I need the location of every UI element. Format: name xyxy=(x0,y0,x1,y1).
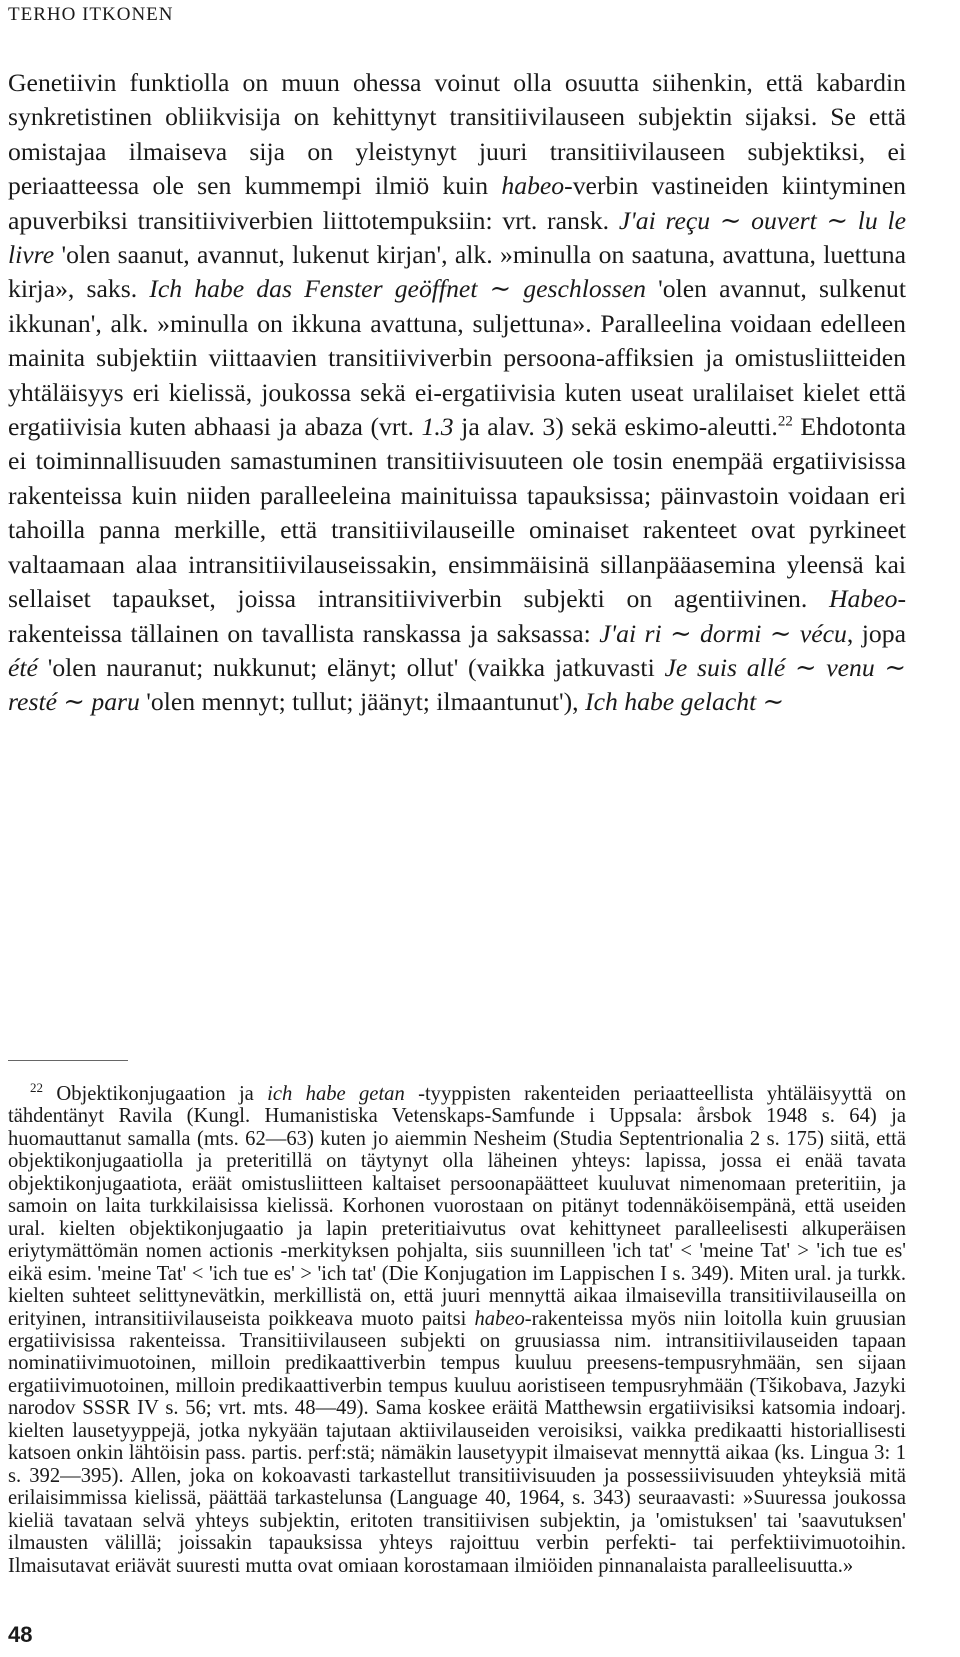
footnote-reference[interactable]: 22 xyxy=(777,413,793,430)
italic-example: Ich habe gelacht ∼ xyxy=(585,687,785,717)
italic-example: été xyxy=(8,652,38,682)
text-run: 'olen avannut, sulkenut ikkunan', alk. »minulla on ikkuna avattuna, suljettuna». Paralleelina voidaan edelleen mainita subjektiin viittaavien transitiiviverbin persoona-affiksien ja omistusliitteiden yhtäläisyys eri kielissä, joukossa sekä ei-ergatiivisia kuten useat uralilaiset kielet että ergatiivisia kuten abhaasi ja abaza (vrt. xyxy=(8,274,907,442)
text-run: Objektikonjugaation ja xyxy=(43,1083,268,1105)
paragraph xyxy=(8,66,906,720)
italic-example: ich habe getan xyxy=(267,1083,405,1105)
text-run: -tyyppisten rakenteiden periaatteellista yhtäläisyyttä on tähdentänyt Ravila (Kungl. Humanistiska Vetenskaps-Samfunde i Uppsala: årsbok 1948 s. 64) ja huomauttanut samalla (mts. 62—63) kuten jo aiemmin Nesheim (Studia Septentrionalia 2 s. 175) siitä, että objektikonjugaatiolla ja preteritillä on täytynyt olla läheinen yhteys: lapissa, jossa ei enää tavata objektikonjugaatiota, eräät omistusliitteen kaltaiset persoonapäätteet kuuluvat nimenomaan preteritiin, ja samoin on laita turkkilaisissa kielissä. Korhonen vuorostaan on pitänyt todennäköisempänä, että useiden ural. kielten objektikonjugaatio ja lapin preteritiaivutus ovat kehittyneet paralleelisesti alkuperäisen eriytymättömän nomen actionis -merkityksen pohjalta, siis suunnilleen 'ich tat' < 'meine Tat' > 'ich tue es' eikä esim. 'meine Tat' < 'ich tue es' > 'ich tat' (Die Konjugation im Lappischen I s. 349). Miten ural. ja turkk. kielten suhteet selittynevätkin, merkillistä on, että juuri mennyttä aikaa ilmaisevilla transitiivilauseilla on erityinen, intransitiivilauseista poikkeava muoto paitsi xyxy=(8,1083,907,1330)
text-run: 'olen mennyt; tullut; jäänyt; ilmaantunut'), xyxy=(139,687,586,717)
italic-example: Je suis allé ∼ venu ∼ resté ∼ paru xyxy=(8,652,906,717)
italic-example: J'ai reçu ∼ ouvert ∼ lu le livre xyxy=(8,205,906,270)
page-number: 48 xyxy=(8,1622,33,1647)
running-head: TERHO ITKONEN xyxy=(8,4,174,25)
italic-example: J'ai ri ∼ dormi ∼ vécu xyxy=(599,618,847,648)
footnote-number: 22 xyxy=(30,1080,43,1096)
main-paragraph xyxy=(8,66,906,720)
italic-reference: 1.3 xyxy=(421,412,454,442)
italic-term: Habeo xyxy=(828,584,898,614)
text-run: -verbin vastineiden kiintyminen apuverbiksi transitiiviverbien liittotempuksiin: vrt. ransk. xyxy=(8,171,907,235)
text-run: -rakenteissa myös niin loitolla kuin gruusian ergatiivisissa rakenteissa. Transitiivilauseen subjekti on gruusiassa nim. intransitiivilauseiden tapaan nominatiivimuotoinen, milloin predikaattiverbin tempus kuuluu preesens-tempusryhmään, sen sijaan ergatiivimuotoinen, milloin predikaattiverbin tempus kuuluu aoristiseen tempusryhmään (Tšikobava, Jazyki narodov SSSR IV s. 56; vrt. mts. 48—49). Sama koskee eräitä Matthewsin ergatiivisiksi katsomia indoarj. kielten lausetyyppejä, jotka nykyään tajutaan aktiivilauseiden veroisiksi, vaikka predikaatti historiallisesti katsoen onkin lähtöisin pass. partis. perf:stä; nämäkin lausetyypit ilmaisevat mennyttä aikaa (ks. Lingua 3: 1 s. 392—395). Allen, joka on kokoavasti tarkastellut transitiivisuuden ja possessiivisuuden yhteyksiä mitä erilaisimmissa kielissä, päättää tarkastelunsa (Language 40, 1964, s. 343) seuraavasti: »Suuressa joukossa kieliä tavataan selvä yhteys subjektin, eritoten transitiivisen subjektin, ja 'omistuksen' tai 'saavutuksen' ilmausten välillä; joissakin tapauksissa yhteys rajoittuu verbin perfekti- tai perfektiivimuotoihin. Ilmaisutavat eriävät suuresti mutta ovat omiaan korostamaan ilmiöiden pinnanalaista paralleelisuutta.» xyxy=(8,1307,906,1577)
text-run: -rakenteissa tällainen on tavallista ranskassa ja saksassa: xyxy=(8,584,906,648)
footnote-divider xyxy=(8,1060,128,1061)
text-run: ja alav. 3) sekä eskimo-aleutti. xyxy=(453,412,778,442)
footnote xyxy=(8,1080,907,1577)
text-run: Ehdotonta ei toiminnallisuuden samastuminen transitiivisuuteen ole tosin enempää ergatiivisissa rakenteissa kuin niiden paralleeleina mainituissa tapauksissa; päinvastoin voidaan eri tahoilla panna merkille, että transitiivilauseille ominaiset rakenteet ovat pyrkineet valtaamaan alaa intransitiivilauseissakin, ensimmäisinä sillanpääasemina yleensä kai sellaiset tapaukset, joissa intransitiiviverbin subjekti on agentiivinen. xyxy=(8,412,906,614)
italic-term: habeo xyxy=(474,1307,525,1330)
italic-term: habeo xyxy=(501,171,565,201)
footnote-paragraph xyxy=(8,1080,907,1577)
text-run: Genetiivin funktiolla on muun ohessa voinut olla osuutta siihenkin, että kabardin synkretistinen obliikvisija on kehittynyt transitiivilauseen subjektin sijaksi. Se että omistajaa ilmaiseva sija on yleistynyt juuri transitiivilauseen subjektiksi, ei periaatteessa ole sen kummempi ilmiö kuin xyxy=(8,68,906,201)
text-run: 'olen nauranut; nukkunut; elänyt; ollut' (vaikka jatkuvasti xyxy=(37,652,665,682)
text-run: 'olen saanut, avannut, lukenut kirjan', alk. »minulla on saatuna, avattuna, luettuna kirja», saks. xyxy=(8,240,906,304)
italic-example: Ich habe das Fenster geöffnet ∼ geschlossen xyxy=(149,274,646,304)
text-run: , jopa xyxy=(846,618,906,648)
